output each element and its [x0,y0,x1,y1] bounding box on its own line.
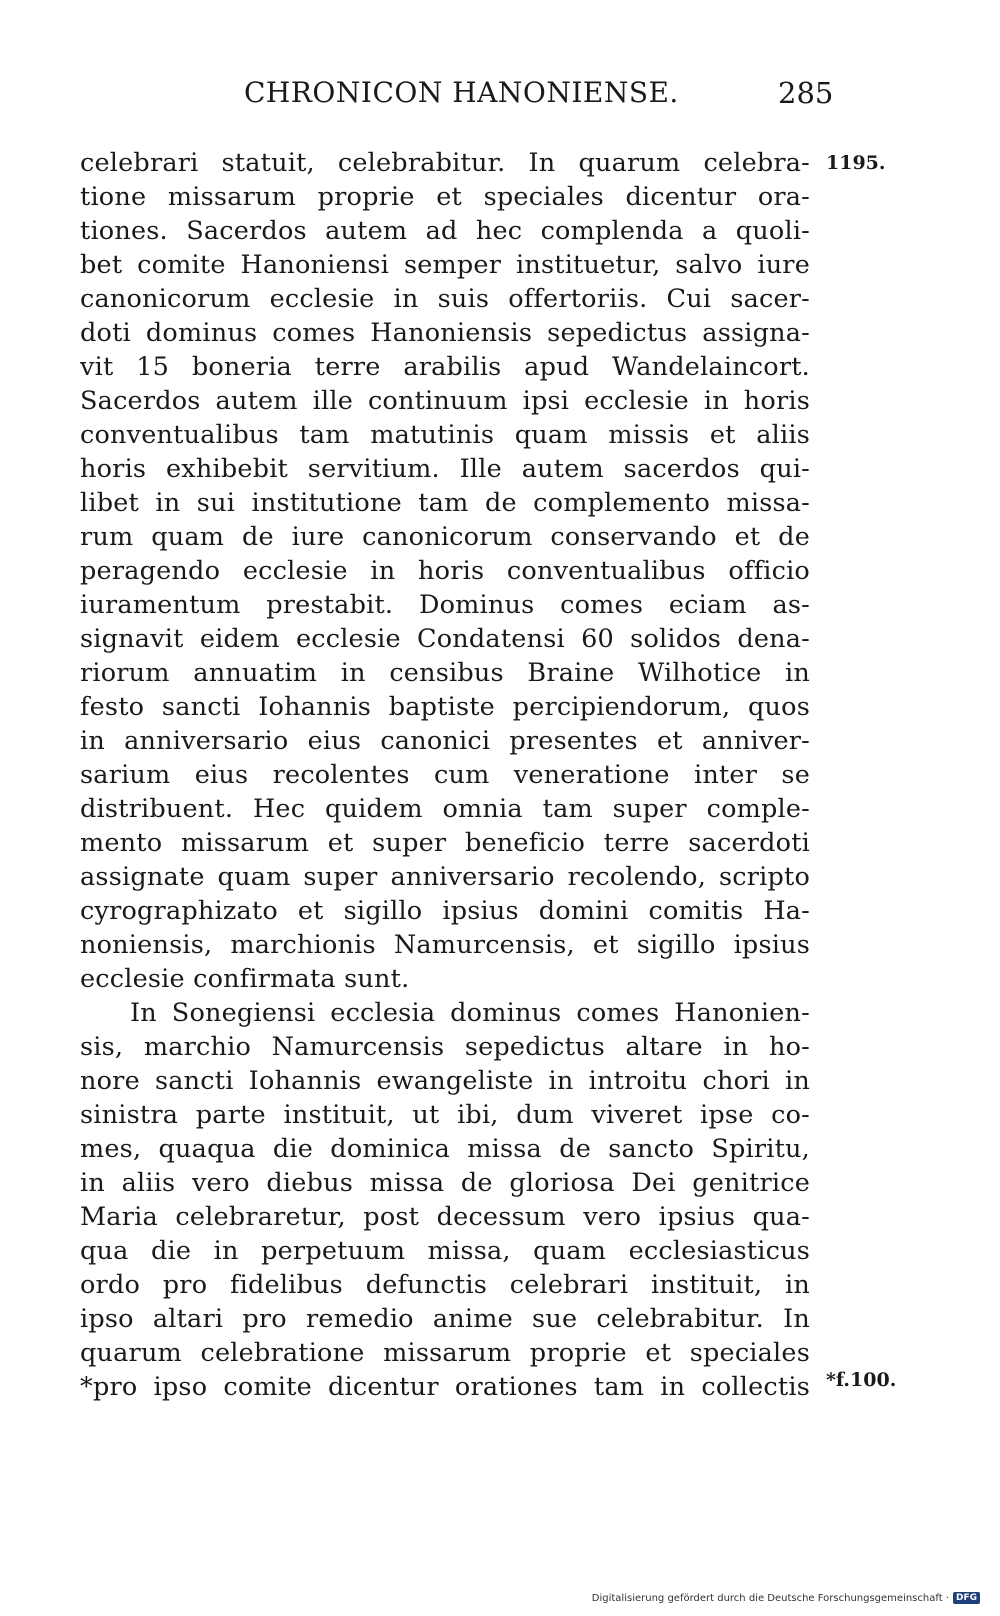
text-line: noniensis, marchionis Namurcensis, et sigillo ipsius [80,930,810,960]
text-line: libet in sui institutione tam de complemento missa- [80,488,810,518]
text-line: celebrari statuit, celebrabitur. In quarum celebra- [80,148,810,178]
digitization-footer [592,1592,980,1604]
text-line: sinistra parte instituit, ut ibi, dum viveret ipse co- [80,1100,810,1130]
text-line: ecclesie confirmata sunt. [80,964,410,994]
text-line: distribuent. Hec quidem omnia tam super comple- [80,794,810,824]
text-line: festo sancti Iohannis baptiste percipiendorum, quos [80,692,810,722]
text-line: canonicorum ecclesie in suis offertoriis. Cui sacer- [80,284,810,314]
text-line: Sacerdos autem ille continuum ipsi ecclesie in horis [80,386,810,416]
text-line: Maria celebraretur, post decessum vero ipsius qua- [80,1202,810,1232]
text-line: ordo pro fidelibus defunctis celebrari instituit, in [80,1270,810,1300]
text-line: ipso altari pro remedio anime sue celebrabitur. In [80,1304,810,1334]
text-line: nore sancti Iohannis ewangeliste in introitu chori in [80,1066,810,1096]
text-line: conventualibus tam matutinis quam missis et aliis [80,420,810,450]
text-line: horis exhibebit servitium. Ille autem sacerdos qui- [80,454,810,484]
text-line: sis, marchio Namurcensis sepedictus altare in ho- [80,1032,810,1062]
footer-credit: Digitalisierung gefördert durch die Deutsche Forschungsgemeinschaft · [591,1592,949,1604]
text-line: mento missarum et super beneficio terre sacerdoti [80,828,810,858]
text-line: quarum celebratione missarum proprie et speciales [80,1338,810,1368]
text-line: signavit eidem ecclesie Condatensi 60 solidos dena- [80,624,810,654]
text-line: rum quam de iure canonicorum conservando et de [80,522,810,552]
running-title: CHRONICON HANONIENSE. [244,76,679,109]
text-line: bet comite Hanoniensi semper instituetur, salvo iure [80,250,810,280]
text-line: *pro ipso comite dicentur orationes tam in collectis [80,1372,810,1402]
page-number: 285 [778,76,834,110]
text-line: riorum annuatim in censibus Braine Wilhotice in [80,658,810,688]
text-line: tione missarum proprie et speciales dicentur ora- [80,182,810,212]
text-line: mes, quaqua die dominica missa de sancto Spiritu, [80,1134,810,1164]
text-line: In Sonegiensi ecclesia dominus comes Hanonien- [130,998,810,1028]
text-line: vit 15 boneria terre arabilis apud Wandelaincort. [80,352,810,382]
text-line: in aliis vero diebus missa de gloriosa Dei genitrice [80,1168,810,1198]
dfg-logo-icon: DFG [953,1592,980,1604]
text-line: iuramentum prestabit. Dominus comes eciam as- [80,590,810,620]
text-line: qua die in perpetuum missa, quam ecclesiasticus [80,1236,810,1266]
text-line: assignate quam super anniversario recolendo, scripto [80,862,810,892]
text-line: cyrographizato et sigillo ipsius domini comitis Ha- [80,896,810,926]
margin-folio-note: *f.100. [826,1369,897,1391]
text-line: peragendo ecclesie in horis conventualibus officio [80,556,810,586]
margin-year-note: 1195. [826,152,886,174]
text-line: sarium eius recolentes cum veneratione inter se [80,760,810,790]
text-line: in anniversario eius canonici presentes et anniver- [80,726,810,756]
text-line: tiones. Sacerdos autem ad hec complenda a quoli- [80,216,810,246]
text-line: doti dominus comes Hanoniensis sepedictus assigna- [80,318,810,348]
